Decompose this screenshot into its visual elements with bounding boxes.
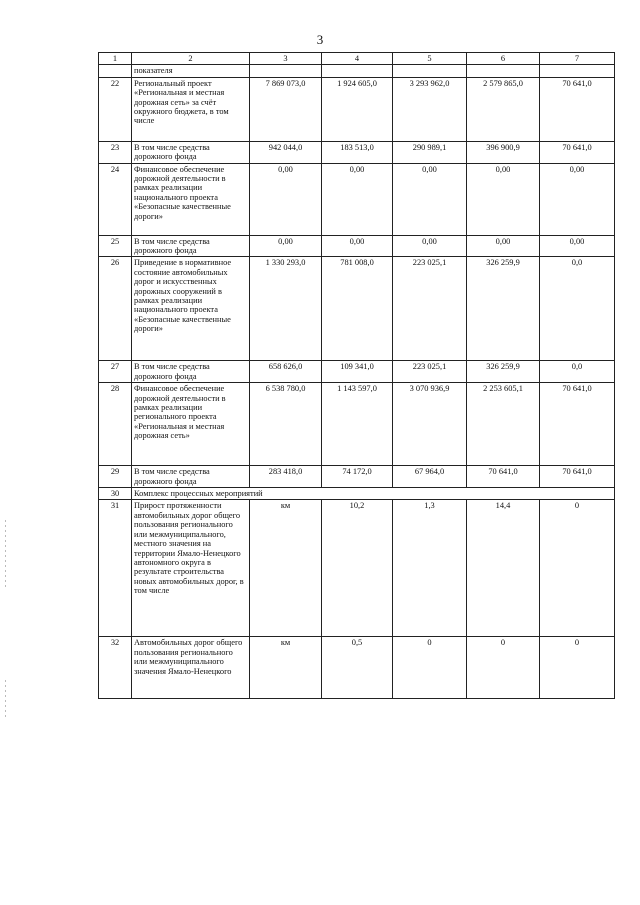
- value-cell: 283 418,0: [250, 466, 322, 488]
- header-cell: 5: [393, 53, 467, 65]
- value-cell: 396 900,9: [467, 141, 540, 163]
- row-name: Автомобильных дорог общего пользования регионального или межмуниципального значения Ямало-Ненецкого: [132, 637, 250, 699]
- value-cell: 0,5: [322, 637, 393, 699]
- table-row: [99, 466, 615, 488]
- table-row: [99, 500, 615, 637]
- value-cell: 3 293 962,0: [393, 77, 467, 141]
- value-cell: 109 341,0: [322, 361, 393, 383]
- page-number: 3: [316, 32, 324, 47]
- value-cell: 0,00: [467, 235, 540, 257]
- row-name: Финансовое обеспечение дорожной деятельности в рамках реализации регионального проекта «Региональная и местная дорожная сеть»: [132, 383, 250, 466]
- value-cell: 0,0: [540, 257, 615, 361]
- table-row: [99, 257, 615, 361]
- row-number: 31: [99, 500, 132, 637]
- value-cell: 0,00: [322, 163, 393, 235]
- empty-cell: [467, 65, 540, 77]
- value-cell: 1,3: [393, 500, 467, 637]
- value-cell: км: [250, 637, 322, 699]
- row-number: 23: [99, 141, 132, 163]
- table-row: [99, 637, 615, 699]
- margin-mark: [5, 680, 6, 720]
- value-cell: 6 538 780,0: [250, 383, 322, 466]
- value-cell: 70 641,0: [467, 466, 540, 488]
- value-cell: 0,00: [250, 235, 322, 257]
- header-cell: 1: [99, 53, 132, 65]
- value-cell: 14,4: [467, 500, 540, 637]
- header-cell: 4: [322, 53, 393, 65]
- header-cell: 3: [250, 53, 322, 65]
- section-row: [99, 488, 615, 500]
- empty-cell: [540, 65, 615, 77]
- value-cell: 326 259,9: [467, 361, 540, 383]
- value-cell: 2 579 865,0: [467, 77, 540, 141]
- section-title: Комплекс процессных мероприятий: [132, 488, 615, 500]
- value-cell: 0: [540, 500, 615, 637]
- value-cell: 1 143 597,0: [322, 383, 393, 466]
- value-cell: 0,00: [250, 163, 322, 235]
- margin-mark: [5, 520, 6, 590]
- value-cell: 0,00: [467, 163, 540, 235]
- header-cell: 7: [540, 53, 615, 65]
- value-cell: 183 513,0: [322, 141, 393, 163]
- value-cell: 223 025,1: [393, 257, 467, 361]
- value-cell: 658 626,0: [250, 361, 322, 383]
- table-row: [99, 361, 615, 383]
- value-cell: 3 070 936,9: [393, 383, 467, 466]
- continuation-text: показателя: [132, 65, 250, 77]
- value-cell: 0,00: [322, 235, 393, 257]
- row-number: 30: [99, 488, 132, 500]
- empty-cell: [250, 65, 322, 77]
- empty-cell: [99, 65, 132, 77]
- row-name: В том числе средства дорожного фонда: [132, 235, 250, 257]
- row-name: В том числе средства дорожного фонда: [132, 466, 250, 488]
- value-cell: 10,2: [322, 500, 393, 637]
- row-number: 22: [99, 77, 132, 141]
- value-cell: 74 172,0: [322, 466, 393, 488]
- continuation-row: [99, 65, 615, 77]
- value-cell: 0: [467, 637, 540, 699]
- empty-cell: [393, 65, 467, 77]
- header-cell: 6: [467, 53, 540, 65]
- header-row: [99, 53, 615, 65]
- table-row: [99, 235, 615, 257]
- row-name: В том числе средства дорожного фонда: [132, 141, 250, 163]
- value-cell: 1 924 605,0: [322, 77, 393, 141]
- value-cell: 70 641,0: [540, 383, 615, 466]
- table-row: [99, 77, 615, 141]
- value-cell: 67 964,0: [393, 466, 467, 488]
- value-cell: 290 989,1: [393, 141, 467, 163]
- value-cell: км: [250, 500, 322, 637]
- value-cell: 0,00: [540, 163, 615, 235]
- row-number: 24: [99, 163, 132, 235]
- table-row: [99, 383, 615, 466]
- row-name: В том числе средства дорожного фонда: [132, 361, 250, 383]
- value-cell: 0,00: [540, 235, 615, 257]
- value-cell: 7 869 073,0: [250, 77, 322, 141]
- value-cell: 223 025,1: [393, 361, 467, 383]
- header-cell: 2: [132, 53, 250, 65]
- row-name: Финансовое обеспечение дорожной деятельности в рамках реализации национального проекта «Безопасные качественные дороги»: [132, 163, 250, 235]
- value-cell: 70 641,0: [540, 77, 615, 141]
- row-number: 25: [99, 235, 132, 257]
- value-cell: 942 044,0: [250, 141, 322, 163]
- value-cell: 0,00: [393, 235, 467, 257]
- row-number: 28: [99, 383, 132, 466]
- row-name: Прирост протяженности автомобильных дорог общего пользования регионального или межмуниципального, местного значения на территории Ямало-Ненецкого автономного округа в результате строительства новых автомобильных дорог, в том числе: [132, 500, 250, 637]
- value-cell: 1 330 293,0: [250, 257, 322, 361]
- value-cell: 0,0: [540, 361, 615, 383]
- row-number: 32: [99, 637, 132, 699]
- row-number: 26: [99, 257, 132, 361]
- value-cell: 2 253 605,1: [467, 383, 540, 466]
- table-row: [99, 163, 615, 235]
- value-cell: 70 641,0: [540, 141, 615, 163]
- value-cell: 70 641,0: [540, 466, 615, 488]
- row-number: 27: [99, 361, 132, 383]
- value-cell: 326 259,9: [467, 257, 540, 361]
- row-name: Региональный проект «Региональная и местная дорожная сеть» за счёт окружного бюджета, в том числе: [132, 77, 250, 141]
- row-number: 29: [99, 466, 132, 488]
- value-cell: 0: [540, 637, 615, 699]
- value-cell: 0,00: [393, 163, 467, 235]
- table-row: [99, 141, 615, 163]
- empty-cell: [322, 65, 393, 77]
- data-table: [98, 52, 615, 699]
- row-name: Приведение в нормативное состояние автомобильных дорог и искусственных дорожных сооружений в рамках реализации национального проекта «Безопасные качественные дороги»: [132, 257, 250, 361]
- value-cell: 781 008,0: [322, 257, 393, 361]
- value-cell: 0: [393, 637, 467, 699]
